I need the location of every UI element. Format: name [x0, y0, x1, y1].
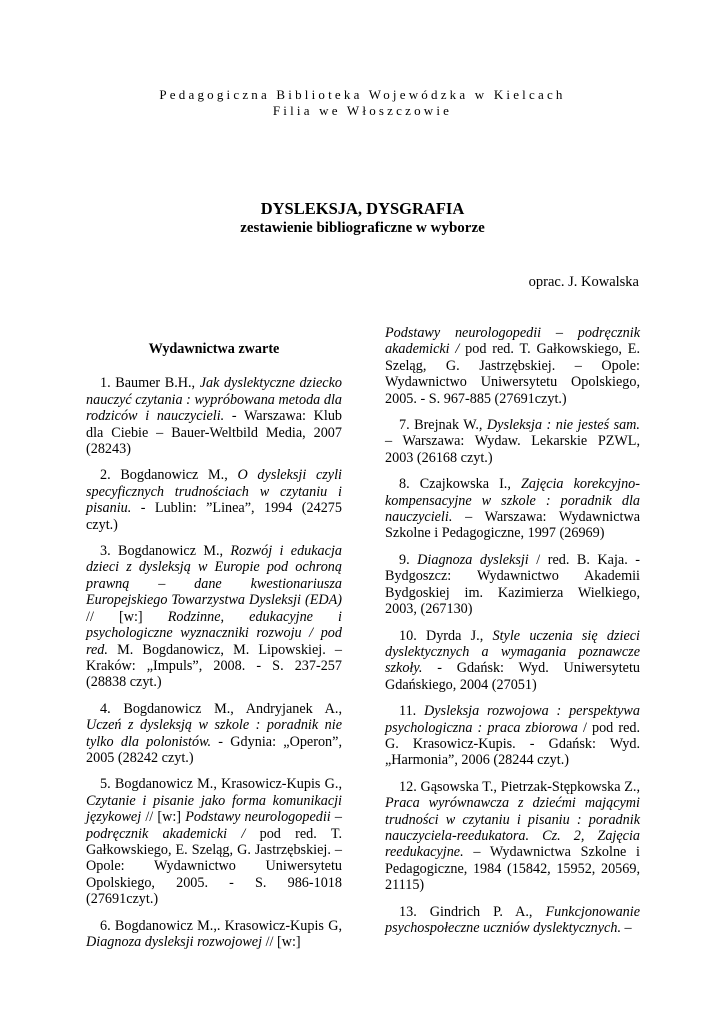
- library-branch: Filia we Włoszczowie: [272, 103, 453, 118]
- bibliography-entry: 9. Diagnoza dysleksji / red. B. Kaja. - Bydgoszcz: Wydawnictwo Akademii Bydgoskiej im. Kazimierza Wielkiego, 2003, (267130): [385, 551, 641, 618]
- bibliography-entry: 8. Czajkowska I., Zajęcia korekcyjno-kompensacyjne w szkole : poradnik dla nauczycieli. – Warszawa: Wydawnictwa Szkolne i Pedagogiczne, 1997 (26969): [385, 476, 641, 542]
- document-subtitle: zestawienie bibliograficzne w wyborze: [240, 220, 485, 236]
- bibliography-entry: 6. Bogdanowicz M.,. Krasowicz-Kupis G, Diagnoza dysleksji rozwojowej // [w:]: [86, 917, 342, 950]
- bibliography-entry: 7. Brejnak W., Dysleksja : nie jesteś sam. – Warszawa: Wydaw. Lekarskie PZWL, 2003 (26168 czyt.): [385, 417, 640, 466]
- left-column: [86, 341, 342, 960]
- bibliography-entry: 4. Bogdanowicz M., Andryjanek A., Uczeń z dysleksją w szkole : poradnik nie tylko dla polonistów. - Gdynia: „Operon”, 2005 (28242 czyt.): [86, 700, 342, 766]
- bibliography-entry: 5. Bogdanowicz M., Krasowicz-Kupis G., Czytanie i pisanie jako forma komunikacji językowej // [w:] Podstawy neurologopedii – podręcznik akademicki / pod red. T. Gałkowskiego, E. Szeląg, G. Jastrzębskiej. – Opole: Wydawnictwo Uniwersytetu Opolskiego, 2005. - S. 986-1018 (27691czyt.): [86, 776, 342, 908]
- bibliography-entry: 12. Gąsowska T., Pietrzak-Stępkowska Z., Praca wyrównawcza z dziećmi mającymi trudności w czytaniu i pisaniu : poradnik nauczyciela-reedukatora. Cz. 2, Zajęcia reedukacyjne. – Wydawnictwa Szkolne i Pedagogiczne, 1984 (15842, 15952, 20569, 21115): [385, 778, 640, 894]
- right-column: [385, 325, 640, 946]
- bibliography-entry: 3. Bogdanowicz M., Rozwój i edukacja dzieci z dysleksją w Europie pod ochroną prawną – dane kwestionariusza Europejskiego Towarzystwa Dysleksji (EDA) // [w:] Rodzinne, edukacyjne i psychologiczne wyznaczniki rozwoju / pod red. M. Bogdanowicz, M. Lipowskiej. – Kraków: „Impuls”, 2008. - S. 237-257 (28838 czyt.): [86, 543, 342, 691]
- compiler-credit: oprac. J. Kowalska: [528, 274, 639, 290]
- bibliography-entry-continuation: Podstawy neurologopedii – podręcznik akademicki / pod red. T. Gałkowskiego, E. Szeląg, G. Jastrzębskiej. – Opole: Wydawnictwo Uniwersytetu Opolskiego, 2005. - S. 967-885 (27691czyt.): [385, 325, 640, 407]
- bibliography-entry: 11. Dysleksja rozwojowa : perspektywa psychologiczna : praca zbiorowa / pod red. G. Krasowicz-Kupis. - Gdańsk: Wyd. „Harmonia”, 2006 (28244 czyt.): [385, 703, 641, 769]
- document-title: DYSLEKSJA, DYSGRAFIA: [260, 199, 465, 218]
- section-heading: Wydawnictwa zwarte: [148, 341, 280, 357]
- bibliography-entry: 13. Gindrich P. A., Funkcjonowanie psychospołeczne uczniów dyslektycznych. –: [385, 903, 640, 936]
- bibliography-entry: 1. Baumer B.H., Jak dyslektyczne dziecko nauczyć czytania : wypróbowana metoda dla rodziców i nauczycieli. - Warszawa: Klub dla Ciebie – Bauer-Weltbild Media, 2007 (28243): [86, 375, 343, 458]
- bibliography-entry: 10. Dyrda J., Style uczenia się dzieci dyslektycznych a wymagania poznawcze szkoły. - Gdańsk: Wyd. Uniwersytetu Gdańskiego, 2004 (27051): [385, 627, 640, 693]
- library-name: Pedagogiczna Biblioteka Wojewódzka w Kielcach: [159, 87, 566, 102]
- bibliography-entry: 2. Bogdanowicz M., O dysleksji czyli specyficznych trudnościach w czytaniu i pisaniu. - Lublin: ”Linea”, 1994 (24275 czyt.): [86, 467, 342, 533]
